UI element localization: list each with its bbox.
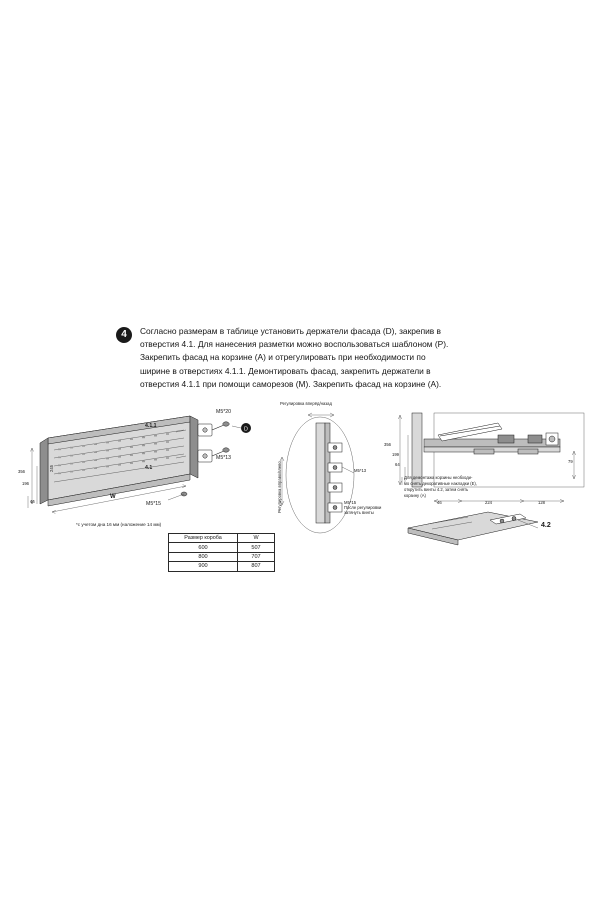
front-note-line-2: После регулировки — [344, 504, 382, 510]
front-adjust-side-label: Регулировка вправо/влево — [277, 461, 282, 513]
rail-dim-356-label: 356 — [384, 442, 391, 447]
screw-m513-label: M5*13 — [216, 455, 231, 461]
callout-411-label: 4.1.1 — [145, 423, 157, 429]
step-line-2: отверстия 4.1. Для нанесения разметки можно воспользоваться шаблоном (P). — [140, 339, 449, 350]
step-number-badge: 4 — [116, 327, 132, 343]
front-note-line-3: затянуть винты — [344, 509, 374, 515]
step-block — [116, 325, 536, 391]
step-line-5: отверстия 4.1.1 при помощи саморезов (M). Закрепить фасад на корзине (A). — [140, 378, 442, 389]
figure-demount — [398, 498, 588, 558]
table-header-size: Размер короба — [169, 534, 238, 543]
callout-41-label: 4.1 — [145, 465, 153, 471]
table-header-row — [169, 534, 275, 543]
demount-note — [404, 475, 477, 499]
rail-dim-224-label: 224 — [485, 500, 492, 505]
step-line-4: ширине в отверстиях 4.1.1. Демонтировать фасад, закрепить держатели в — [140, 365, 431, 376]
figure-front-adjust — [272, 401, 392, 545]
screw-m515-label: M5*15 — [146, 501, 161, 507]
demount-note-line-1: Для демонтажа корзины необходи- — [404, 475, 473, 480]
demount-note-line-2: мо снять декоративные накладки (E), — [404, 481, 477, 486]
table-cell-size: 800 — [169, 552, 238, 561]
demount-note-line-3: открутить винты 4.2, затем снять — [404, 487, 469, 492]
rail-dim-79-label: 79 — [568, 459, 573, 464]
dim-196-label: 196 — [22, 481, 29, 486]
table-row — [169, 543, 275, 552]
screw-m520-label: M5*20 — [216, 409, 231, 415]
dim-46-label: 46 — [30, 499, 35, 504]
rail-dim-199-label: 199 — [392, 452, 399, 457]
footnote-text: *с учетом дна 16 мм (наложение 14 мм) — [76, 522, 162, 527]
front-screw-m513-label: M5*13 — [354, 468, 367, 473]
rail-dim-46-label: 46 — [437, 500, 442, 505]
rail-dim-64-label: 64 — [395, 462, 400, 467]
dim-356-label: 356 — [18, 469, 25, 474]
table-cell-size: 900 — [169, 562, 238, 571]
callout-42-label: 4.2 — [541, 522, 551, 529]
step-line-3: Закрепить фасад на корзине (A) и отрегулировать при необходимости по — [140, 352, 426, 363]
front-note — [344, 501, 381, 515]
table-row — [169, 562, 275, 571]
demount-note-line-4: корзину (A) — [404, 493, 426, 498]
dim-245-label: 245 — [49, 465, 54, 472]
size-table — [168, 533, 275, 572]
width-w-label: W — [110, 494, 116, 500]
table-cell-w: 707 — [238, 552, 275, 561]
table-cell-w: 807 — [238, 562, 275, 571]
front-note-line-1: M5*15 — [344, 500, 357, 505]
demount-drawing — [398, 498, 588, 558]
table-cell-size: 600 — [169, 543, 238, 552]
step-line-1: Согласно размерам в таблице установить держатели фасада (D), закрепив в — [140, 326, 442, 336]
rail-dim-128-label: 128 — [538, 500, 545, 505]
step-paragraph — [140, 325, 536, 391]
table-cell-w: 507 — [238, 543, 275, 552]
front-adjust-drawing — [272, 405, 392, 545]
table-row — [169, 552, 275, 561]
table-header-w: W — [238, 534, 275, 543]
front-adjust-top-label: Регулировка вперёд/назад — [280, 401, 332, 406]
svg-text:D: D — [244, 426, 248, 433]
